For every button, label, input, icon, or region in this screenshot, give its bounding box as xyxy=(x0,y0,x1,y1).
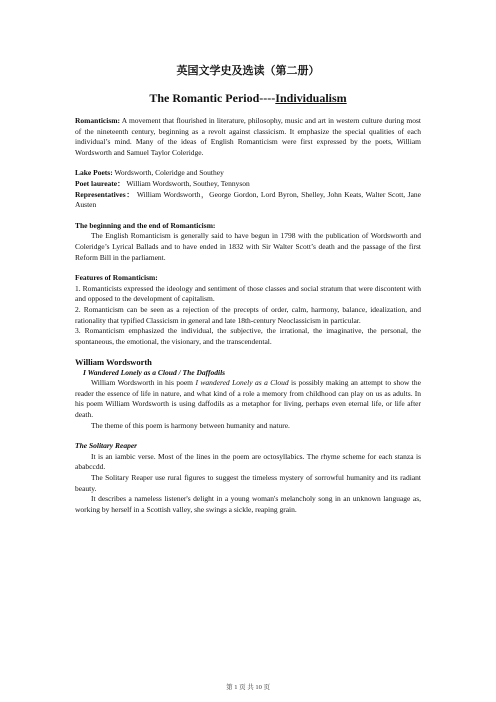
wordsworth-heading: William Wordsworth xyxy=(75,357,152,368)
section-title xyxy=(75,91,421,106)
lake-poets xyxy=(75,168,421,179)
section-title-underlined: Individualism xyxy=(275,91,347,105)
representatives-label: Representatives： xyxy=(75,189,135,199)
reaper-title: The Solitary Reaper xyxy=(75,441,138,451)
representatives-text: William Wordsworth，George Gordon, Lord Byron, Shelley, John Keats, Walter Scott, Jane Austen xyxy=(75,189,421,210)
lake-poets-label: Lake Poets: xyxy=(75,168,113,178)
beginning-heading: The beginning and the end of Romanticism: xyxy=(75,220,216,230)
romanticism-definition xyxy=(75,116,421,158)
page-footer: 第 1 页 共 10 页 xyxy=(226,684,270,691)
poet-laureate xyxy=(75,179,421,190)
lake-poets-text: Wordsworth, Coleridge and Southey xyxy=(112,168,224,178)
romanticism-def-text: A movement that flourished in literature, philosophy, music and art in western culture during most of the nineteenth century, beginning as a revolt against classicism. It emphasize the special qualities of each individual’s mind. Many of the ideas of English Romanticism were first expressed by the poets, William Wordsworth and Samuel Taylor Coleridge. xyxy=(75,116,421,157)
reaper-paragraph-1: It is an iambic verse. Most of the lines in the poem are octosyllabics. The rhyme scheme for each stanza is ababccdd. xyxy=(75,451,421,472)
romanticism-term: Romanticism: xyxy=(75,116,120,125)
reaper-paragraph-2: The Solitary Reaper use rural figures to suggest the timeless mystery of sorrowful humanity and its radiant beauty. xyxy=(75,473,421,493)
doc-title: 英国文学史及选读（第二册） xyxy=(176,65,320,77)
document-page xyxy=(75,62,421,515)
reaper-paragraph-3: It describes a nameless listener's delight in a young woman's melancholy song in an unknown language as, working by herself in a Scottish valley, she swings a sickle, reaping grain. xyxy=(75,494,421,514)
representatives xyxy=(75,190,421,211)
beginning-text: The English Romanticism is generally said to have begun in 1798 with the publication of Wordsworth and Coleridge’s Lyrical Ballads and to have ended in 1832 with Sir Walter Scott’s death and the passage of the first Reform Bill in the parliament. xyxy=(75,231,421,262)
daffodils-title: I Wandered Lonely as a Cloud / The Daffodils xyxy=(83,368,226,378)
feature-item-2: 2. Romanticism can be seen as a rejection of the precepts of order, calm, harmony, balance, idealization, and rationality that typified Classicism in general and late 18th-century Neoclassicism in particular. xyxy=(75,304,421,325)
feature-item-1: 1. Romanticists expressed the ideology and sentiment of those classes and social stratum that were discontent with and opposed to the development of capitalism. xyxy=(75,283,421,304)
poem-title-italic: I wandered Lonely as a Cloud xyxy=(195,378,289,388)
poet-laureate-label: Poet laureate： xyxy=(75,178,125,188)
daffodils-paragraph-2: The theme of this poem is harmony between humanity and nature. xyxy=(91,420,290,430)
poet-laureate-text: William Wordsworth, Southey, Tennyson xyxy=(124,178,250,188)
daffodils-paragraph-1: William Wordsworth in his poem I wandered Lonely as a Cloud is possibly making an attempt to show the reader the essence of life in nature, and what kind of a role a memory from childhood can play on us as adults. In his poem William Wordsworth is using daffodils as a metaphor for living, perhaps even eternal life, or life after death. xyxy=(75,378,421,420)
section-title-prefix: The Romantic Period---- xyxy=(149,91,276,105)
feature-item-3: 3. Romanticism emphasized the individual, the subjective, the irrational, the imaginative, the personal, the spontaneous, the emotional, the visionary, and the transcendental. xyxy=(75,326,421,346)
features-heading: Features of Romanticism: xyxy=(75,273,158,283)
